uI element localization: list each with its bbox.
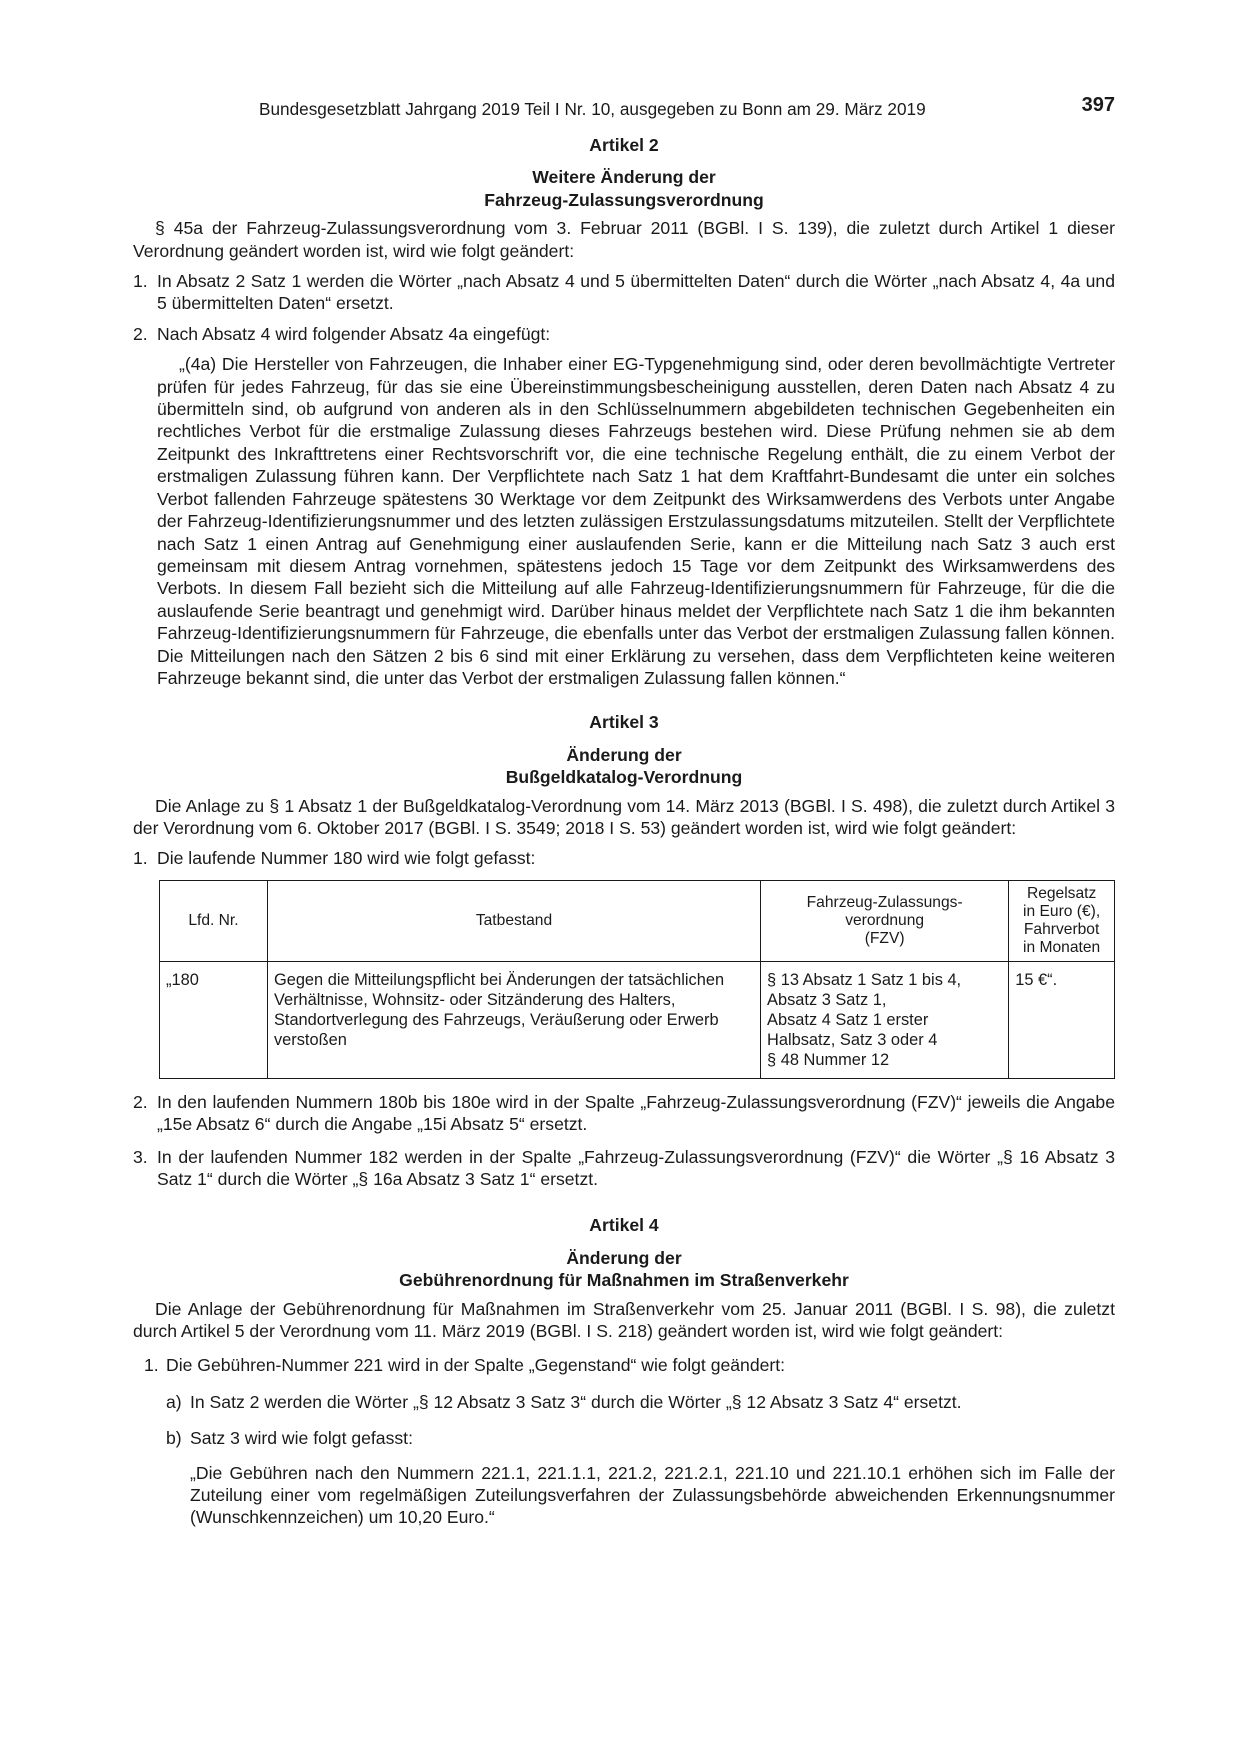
- item-text: In der laufenden Nummer 182 werden in der Spalte „Fahrzeug-Zulassungsverordnung (FZV)“ die Wörter „§ 16 Absatz 3 Satz 1“ durch die Wörter „§ 16a Absatz 3 Satz 1“ ersetzt.: [157, 1146, 1115, 1189]
- header-fzv: Fahrzeug-Zulassungs- verordnung (FZV): [761, 880, 1009, 961]
- article-4-quoted-sentence: „Die Gebühren nach den Nummern 221.1, 221.1.1, 221.2, 221.2.1, 221.10 und 221.10.1 erhöhen sich im Falle der Zuteilung einer vom regelmäßigen Zuteilungsverfahren der Zulassungsbehörde abweichenden Erkennungsnummer (Wunschkennzeichen) um 10,20 Euro.“: [190, 1462, 1115, 1528]
- item-text: Nach Absatz 4 wird folgender Absatz 4a eingefügt:: [157, 323, 551, 344]
- article-4-title-line-1: Änderung der: [566, 1247, 682, 1268]
- header-lfd-nr: Lfd. Nr.: [160, 880, 268, 961]
- item-text: Die Gebühren-Nummer 221 wird in der Spalte „Gegenstand“ wie folgt geändert:: [166, 1355, 786, 1376]
- article-2-title-line-1: Weitere Änderung der: [532, 167, 716, 188]
- item-number: 1.: [133, 848, 148, 869]
- article-2-item-2: [133, 323, 1115, 345]
- article-2-quoted-paragraph: „(4a) Die Hersteller von Fahrzeugen, die Inhaber einer EG-Typgenehmigung sind, oder deren bevollmächtigte Vertreter prüfen für jedes Fahrzeug, für das sie eine Übereinstimmungsbescheinigung ausstellen, deren Daten nach Absatz 4 zu übermitteln sind, ob aufgrund von anderen als in den Schlüsselnummern abgebildeten technischen Gegebenheiten ein rechtliches Verbot für die erstmalige Zulassung dieses Fahrzeugs bestehen wird. Diese Prüfung nehmen sie ab dem Zeitpunkt des Inkrafttretens einer Rechtsvorschrift vor, die eine technische Regelung enthält, die zu einem Verbot der erstmaligen Zulassung führen kann. Der Verpflichtete nach Satz 1 hat dem Kraftfahrt-Bundesamt die unter ein solches Verbot fallenden Fahrzeuge spätestens 30 Werktage vor dem Zeitpunkt des Wirksamwerdens des Verbots unter Angabe der Fahrzeug-Identifizierungsnummer und des letzten zulässigen Erstzulassungsdatums mitzuteilen. Stellt der Verpflichtete nach Satz 1 einen Antrag auf Genehmigung einer auslaufenden Serie, kann er die Mitteilung nach Satz 3 auch erst gemeinsam mit diesem Antrag vornehmen, spätestens jedoch 15 Tage vor dem Zeitpunkt des Wirksamwerdens des Verbots. In diesem Fall bezieht sich die Mitteilung auf alle Fahrzeug-Identifizierungsnummern für Fahrzeuge, für die die auslaufende Serie beantragt und genehmigt wird. Darüber hinaus meldet der Verpflichtete nach Satz 1 die ihm bekannten Fahrzeug-Identifizierungsnummern für Fahrzeuge, die ebenfalls unter das Verbot der erstmaligen Zulassung fallen können. Die Mitteilungen nach den Sätzen 2 bis 6 sind mit einer Erklärung zu versehen, dass dem Verpflichteten keine weiteren Fahrzeuge bekannt sind, die unter das Verbot der erstmaligen Zulassung fallen können.“: [157, 354, 1115, 688]
- article-3-item-1: [133, 847, 1115, 869]
- fine-catalogue-table: [159, 880, 1115, 1079]
- article-3-heading: Artikel 3: [589, 712, 659, 733]
- article-3-title-line-1: Änderung der: [566, 744, 682, 765]
- sub-item-letter: b): [166, 1428, 182, 1449]
- item-number: 3.: [133, 1146, 148, 1167]
- header-regelsatz: Regelsatz in Euro (€), Fahrverbot in Monaten: [1009, 880, 1115, 961]
- article-2-title-line-2: Fahrzeug-Zulassungsverordnung: [484, 189, 764, 210]
- article-2-title: [133, 166, 1115, 211]
- item-text: Die laufende Nummer 180 wird wie folgt gefasst:: [157, 848, 536, 869]
- item-text: In den laufenden Nummern 180b bis 180e wird in der Spalte „Fahrzeug-Zulassungsverordnung (FZV)“ jeweils die Angabe „15e Absatz 6“ durch die Angabe „15i Absatz 5“ ersetzt.: [157, 1091, 1115, 1135]
- running-head: [133, 96, 1115, 122]
- item-number: 1.: [133, 271, 148, 292]
- item-text: In Absatz 2 Satz 1 werden die Wörter „nach Absatz 4 und 5 übermittelten Daten“ durch die Wörter „nach Absatz 4, 4a und 5 übermittelten Daten“ ersetzt.: [157, 271, 1115, 314]
- article-3-title: [133, 744, 1115, 789]
- header-tatbestand: Tatbestand: [267, 880, 760, 961]
- table-row: [160, 961, 1115, 1078]
- article-4-heading: Artikel 4: [589, 1215, 659, 1236]
- article-2-heading: Artikel 2: [589, 135, 659, 155]
- item-number: 2.: [133, 323, 148, 344]
- article-4-sub-a: [133, 1391, 1115, 1413]
- article-4-intro: Die Anlage der Gebührenordnung für Maßnahmen im Straßenverkehr vom 25. Januar 2011 (BGBl. I S. 98), die zuletzt durch Artikel 5 der Verordnung vom 11. März 2019 (BGBl. I S. 218) geändert worden ist, wird wie folgt geändert:: [133, 1298, 1115, 1342]
- item-number: 1.: [144, 1355, 159, 1376]
- article-3-intro: Die Anlage zu § 1 Absatz 1 der Bußgeldkatalog-Verordnung vom 14. März 2013 (BGBl. I S. 498), die zuletzt durch Artikel 3 der Verordnung vom 6. Oktober 2017 (BGBl. I S. 3549; 2018 I S. 53) geändert worden ist, wird wie folgt geändert:: [133, 795, 1115, 838]
- article-2-item-1: [133, 270, 1115, 315]
- sub-item-letter: a): [166, 1391, 182, 1412]
- article-3-item-3: [133, 1146, 1115, 1191]
- table-header-row: [160, 880, 1115, 961]
- running-title: Bundesgesetzblatt Jahrgang 2019 Teil I Nr. 10, ausgegeben zu Bonn am 29. März 2019: [259, 99, 926, 119]
- article-3-title-line-2: Bußgeldkatalog-Verordnung: [505, 767, 743, 788]
- article-4-sub-b: [133, 1427, 1115, 1449]
- article-4-title-line-2: Gebührenordnung für Maßnahmen im Straßenverkehr: [399, 1270, 849, 1291]
- item-number: 2.: [133, 1091, 148, 1112]
- cell-lfd-nr: „180: [160, 961, 268, 1078]
- article-4-item-1: [133, 1354, 1115, 1376]
- sub-item-text: In Satz 2 werden die Wörter „§ 12 Absatz 3 Satz 3“ durch die Wörter „§ 12 Absatz 3 Satz 4“ ersetzt.: [190, 1391, 962, 1412]
- article-3-item-2: [133, 1091, 1115, 1136]
- cell-regelsatz: 15 €“.: [1009, 961, 1115, 1078]
- cell-tatbestand: Gegen die Mitteilungspflicht bei Änderungen der tatsächlichen Verhältnisse, Wohnsitz- oder Sitzänderung des Halters, Standortverlegung des Fahrzeugs, Veräußerung oder Erwerb verstoßen: [267, 961, 760, 1078]
- article-2-intro: § 45a der Fahrzeug-Zulassungsverordnung vom 3. Februar 2011 (BGBl. I S. 139), die zuletzt durch Artikel 1 dieser Verordnung geändert worden ist, wird wie folgt geändert:: [133, 218, 1115, 261]
- page-number: 397: [1081, 94, 1115, 116]
- document-page: [133, 96, 1115, 1529]
- sub-item-text: Satz 3 wird wie folgt gefasst:: [190, 1428, 413, 1449]
- cell-fzv: § 13 Absatz 1 Satz 1 bis 4, Absatz 3 Satz 1, Absatz 4 Satz 1 erster Halbsatz, Satz 3 oder 4 § 48 Nummer 12: [761, 961, 1009, 1078]
- article-4-title: [133, 1247, 1115, 1292]
